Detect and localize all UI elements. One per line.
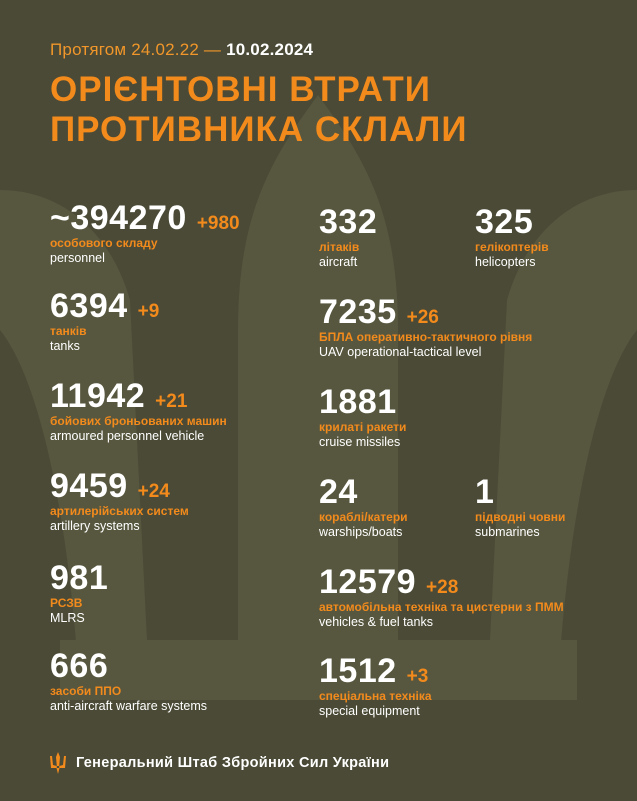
stat-delta: +21 bbox=[155, 391, 188, 412]
stat-label-ua: літаків bbox=[319, 240, 360, 254]
stat-label-en: armoured personnel vehicle bbox=[50, 429, 205, 443]
stat-value: 24 bbox=[319, 473, 358, 511]
page-title bbox=[50, 70, 467, 150]
stat-value: 12579 bbox=[319, 563, 417, 601]
stat-value: 981 bbox=[50, 559, 109, 597]
stat-label-en: aircraft bbox=[319, 255, 358, 269]
stat-label-en: artillery systems bbox=[50, 519, 140, 533]
stat-label-en: vehicles & fuel tanks bbox=[319, 615, 433, 629]
stat-label-en: anti-aircraft warfare systems bbox=[50, 699, 207, 713]
stat-label-ua: кораблі/катери bbox=[319, 510, 408, 524]
trident-icon bbox=[50, 752, 66, 774]
stat-label-ua: БПЛА оперативно-тактичного рівня bbox=[319, 330, 533, 344]
stat-personnel bbox=[50, 200, 240, 266]
stat-label-en: tanks bbox=[50, 339, 80, 353]
stat-apv bbox=[50, 378, 227, 444]
stat-label-ua: артилерійських систем bbox=[50, 504, 189, 518]
stat-label-ua: РСЗВ bbox=[50, 596, 83, 610]
stat-uav bbox=[319, 294, 532, 360]
stat-aircraft bbox=[319, 204, 377, 270]
stat-warships bbox=[319, 474, 408, 540]
stat-label-en: submarines bbox=[475, 525, 540, 539]
stat-delta: +28 bbox=[426, 577, 459, 598]
stat-label-en: warships/boats bbox=[319, 525, 403, 539]
stat-label-ua: засоби ППО bbox=[50, 684, 122, 698]
stat-label-en: special equipment bbox=[319, 704, 420, 718]
period-prefix: Протягом 24.02.22 — bbox=[50, 40, 222, 59]
header bbox=[50, 40, 467, 150]
stat-label-ua: автомобільна техніка та цистерни з ПММ bbox=[319, 600, 564, 614]
stat-label-ua: танків bbox=[50, 324, 87, 338]
stat-value: ~394270 bbox=[50, 199, 187, 237]
stat-value: 7235 bbox=[319, 293, 397, 331]
stat-helicopters bbox=[475, 204, 549, 270]
stat-value: 11942 bbox=[50, 377, 146, 415]
stat-delta: +24 bbox=[137, 481, 170, 502]
stat-label-ua: бойових броньованих машин bbox=[50, 414, 227, 428]
stat-label-ua: підводні човни bbox=[475, 510, 566, 524]
stat-label-ua: крилаті ракети bbox=[319, 420, 407, 434]
stat-value: 6394 bbox=[50, 287, 128, 325]
stat-value: 1 bbox=[475, 473, 495, 511]
period-end-date: 10.02.2024 bbox=[226, 40, 314, 59]
stat-label-en: UAV operational-tactical level bbox=[319, 345, 482, 359]
stat-value: 332 bbox=[319, 203, 378, 241]
stat-cruise-missiles bbox=[319, 384, 406, 450]
stat-label-ua: особового складу bbox=[50, 236, 158, 250]
stat-vehicles bbox=[319, 564, 564, 630]
title-line-2: ПРОТИВНИКА СКЛАЛИ bbox=[50, 110, 468, 149]
stat-label-ua: спеціальна техніка bbox=[319, 689, 432, 703]
stat-label-en: personnel bbox=[50, 251, 105, 265]
period bbox=[50, 40, 467, 60]
footer-text: Генеральний Штаб Збройних Сил України bbox=[76, 755, 390, 771]
stat-label-en: helicopters bbox=[475, 255, 536, 269]
stat-value: 9459 bbox=[50, 467, 128, 505]
stat-value: 1512 bbox=[319, 652, 397, 690]
stat-submarines bbox=[475, 474, 565, 540]
stat-label-ua: гелікоптерів bbox=[475, 240, 549, 254]
stat-delta: +3 bbox=[406, 666, 429, 687]
stat-value: 1881 bbox=[319, 383, 397, 421]
stat-label-en: cruise missiles bbox=[319, 435, 401, 449]
stat-delta: +980 bbox=[196, 213, 240, 234]
title-line-1: ОРІЄНТОВНІ ВТРАТИ bbox=[50, 70, 431, 109]
stat-artillery bbox=[50, 468, 189, 534]
stat-delta: +26 bbox=[406, 307, 439, 328]
stat-delta: +9 bbox=[137, 301, 160, 322]
stat-label-en: MLRS bbox=[50, 611, 85, 625]
stat-anti-aircraft bbox=[50, 648, 207, 714]
stat-special-equipment bbox=[319, 653, 432, 719]
stat-value: 325 bbox=[475, 203, 534, 241]
stat-mlrs bbox=[50, 560, 108, 626]
footer bbox=[50, 752, 389, 774]
stat-value: 666 bbox=[50, 647, 109, 685]
stat-tanks bbox=[50, 288, 159, 354]
